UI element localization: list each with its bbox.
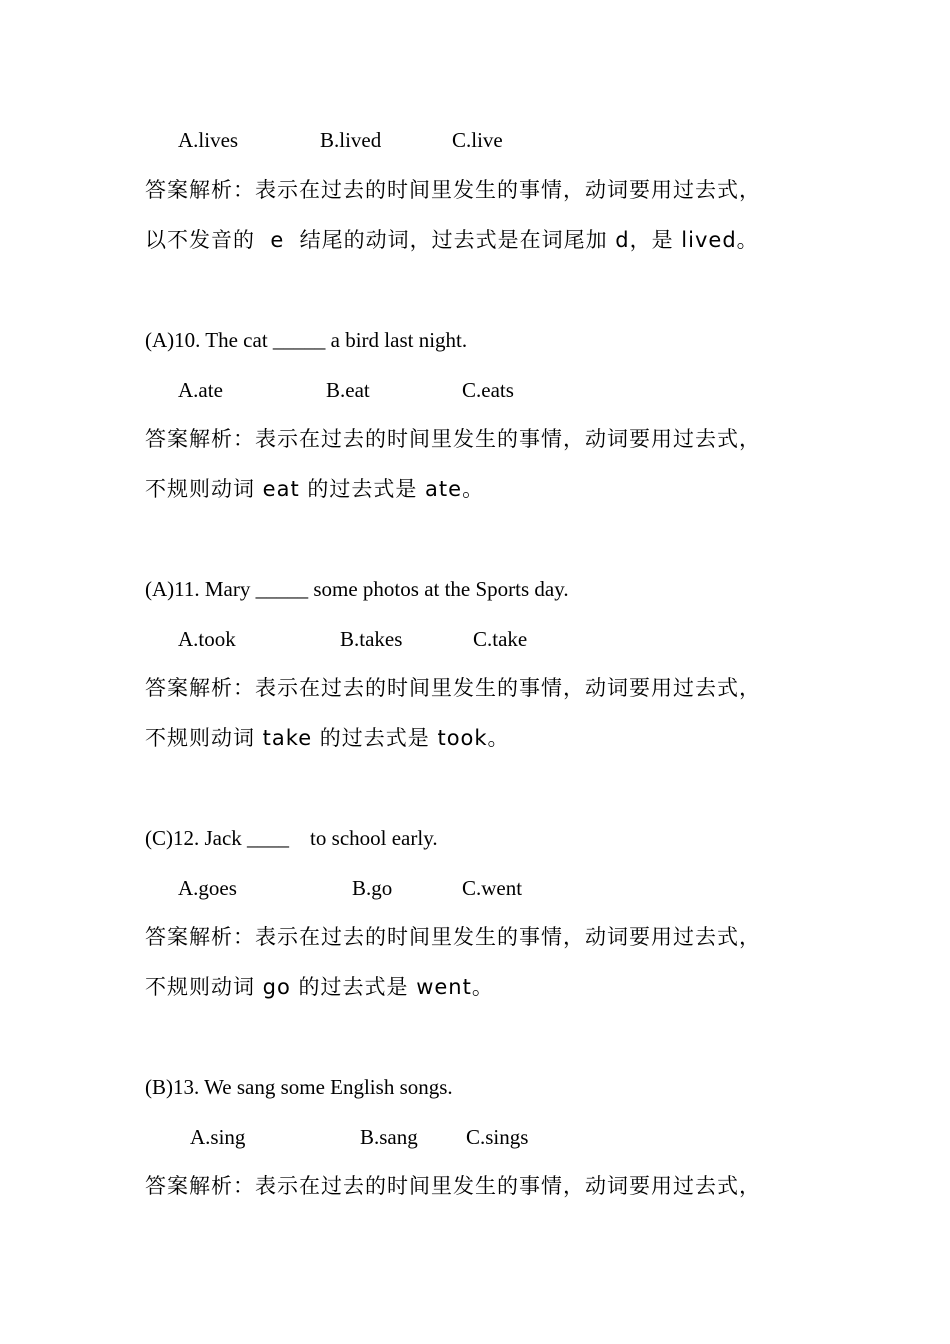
explanation-line: 不规则动词 eat 的过去式是 ate。: [145, 477, 485, 501]
option-b: B.eat: [326, 378, 370, 402]
option-c: C.take: [473, 627, 528, 651]
explanation-line: 答案解析：表示在过去的时间里发生的事情，动词要用过去式，: [145, 676, 761, 700]
options-row: [0, 1123, 950, 1151]
option-a: A.sing: [190, 1125, 246, 1149]
option-b: B.go: [352, 876, 393, 900]
explanation-line: 答案解析：表示在过去的时间里发生的事情，动词要用过去式，: [145, 1174, 761, 1198]
option-a: A.ate: [178, 378, 223, 402]
question-text: (C)12. Jack ____ to school early.: [145, 826, 438, 850]
option-b: B.lived: [320, 128, 382, 152]
explanation-line: 以不发音的 e 结尾的动词，过去式是在词尾加 d，是 lived。: [145, 228, 759, 252]
options-row: [0, 126, 950, 154]
question-text: (A)10. The cat _____ a bird last night.: [145, 328, 468, 352]
explanation-line: 不规则动词 take 的过去式是 took。: [145, 726, 510, 750]
option-a: A.goes: [178, 876, 237, 900]
options-row: [0, 625, 950, 653]
option-a: A.took: [178, 627, 236, 651]
explanation-line: 答案解析：表示在过去的时间里发生的事情，动词要用过去式，: [145, 925, 761, 949]
option-c: C.live: [452, 128, 503, 152]
option-c: C.went: [462, 876, 523, 900]
option-b: B.sang: [360, 1125, 418, 1149]
option-c: C.eats: [462, 378, 514, 402]
option-c: C.sings: [466, 1125, 529, 1149]
explanation-line: 答案解析：表示在过去的时间里发生的事情，动词要用过去式，: [145, 427, 761, 451]
option-a: A.lives: [178, 128, 239, 152]
options-row: [0, 376, 950, 404]
option-b: B.takes: [340, 627, 403, 651]
question-text: (A)11. Mary _____ some photos at the Sports day.: [145, 577, 569, 601]
options-row: [0, 874, 950, 902]
question-text: (B)13. We sang some English songs.: [145, 1075, 453, 1099]
explanation-line: 答案解析：表示在过去的时间里发生的事情，动词要用过去式，: [145, 178, 761, 202]
explanation-line: 不规则动词 go 的过去式是 went。: [145, 975, 494, 999]
